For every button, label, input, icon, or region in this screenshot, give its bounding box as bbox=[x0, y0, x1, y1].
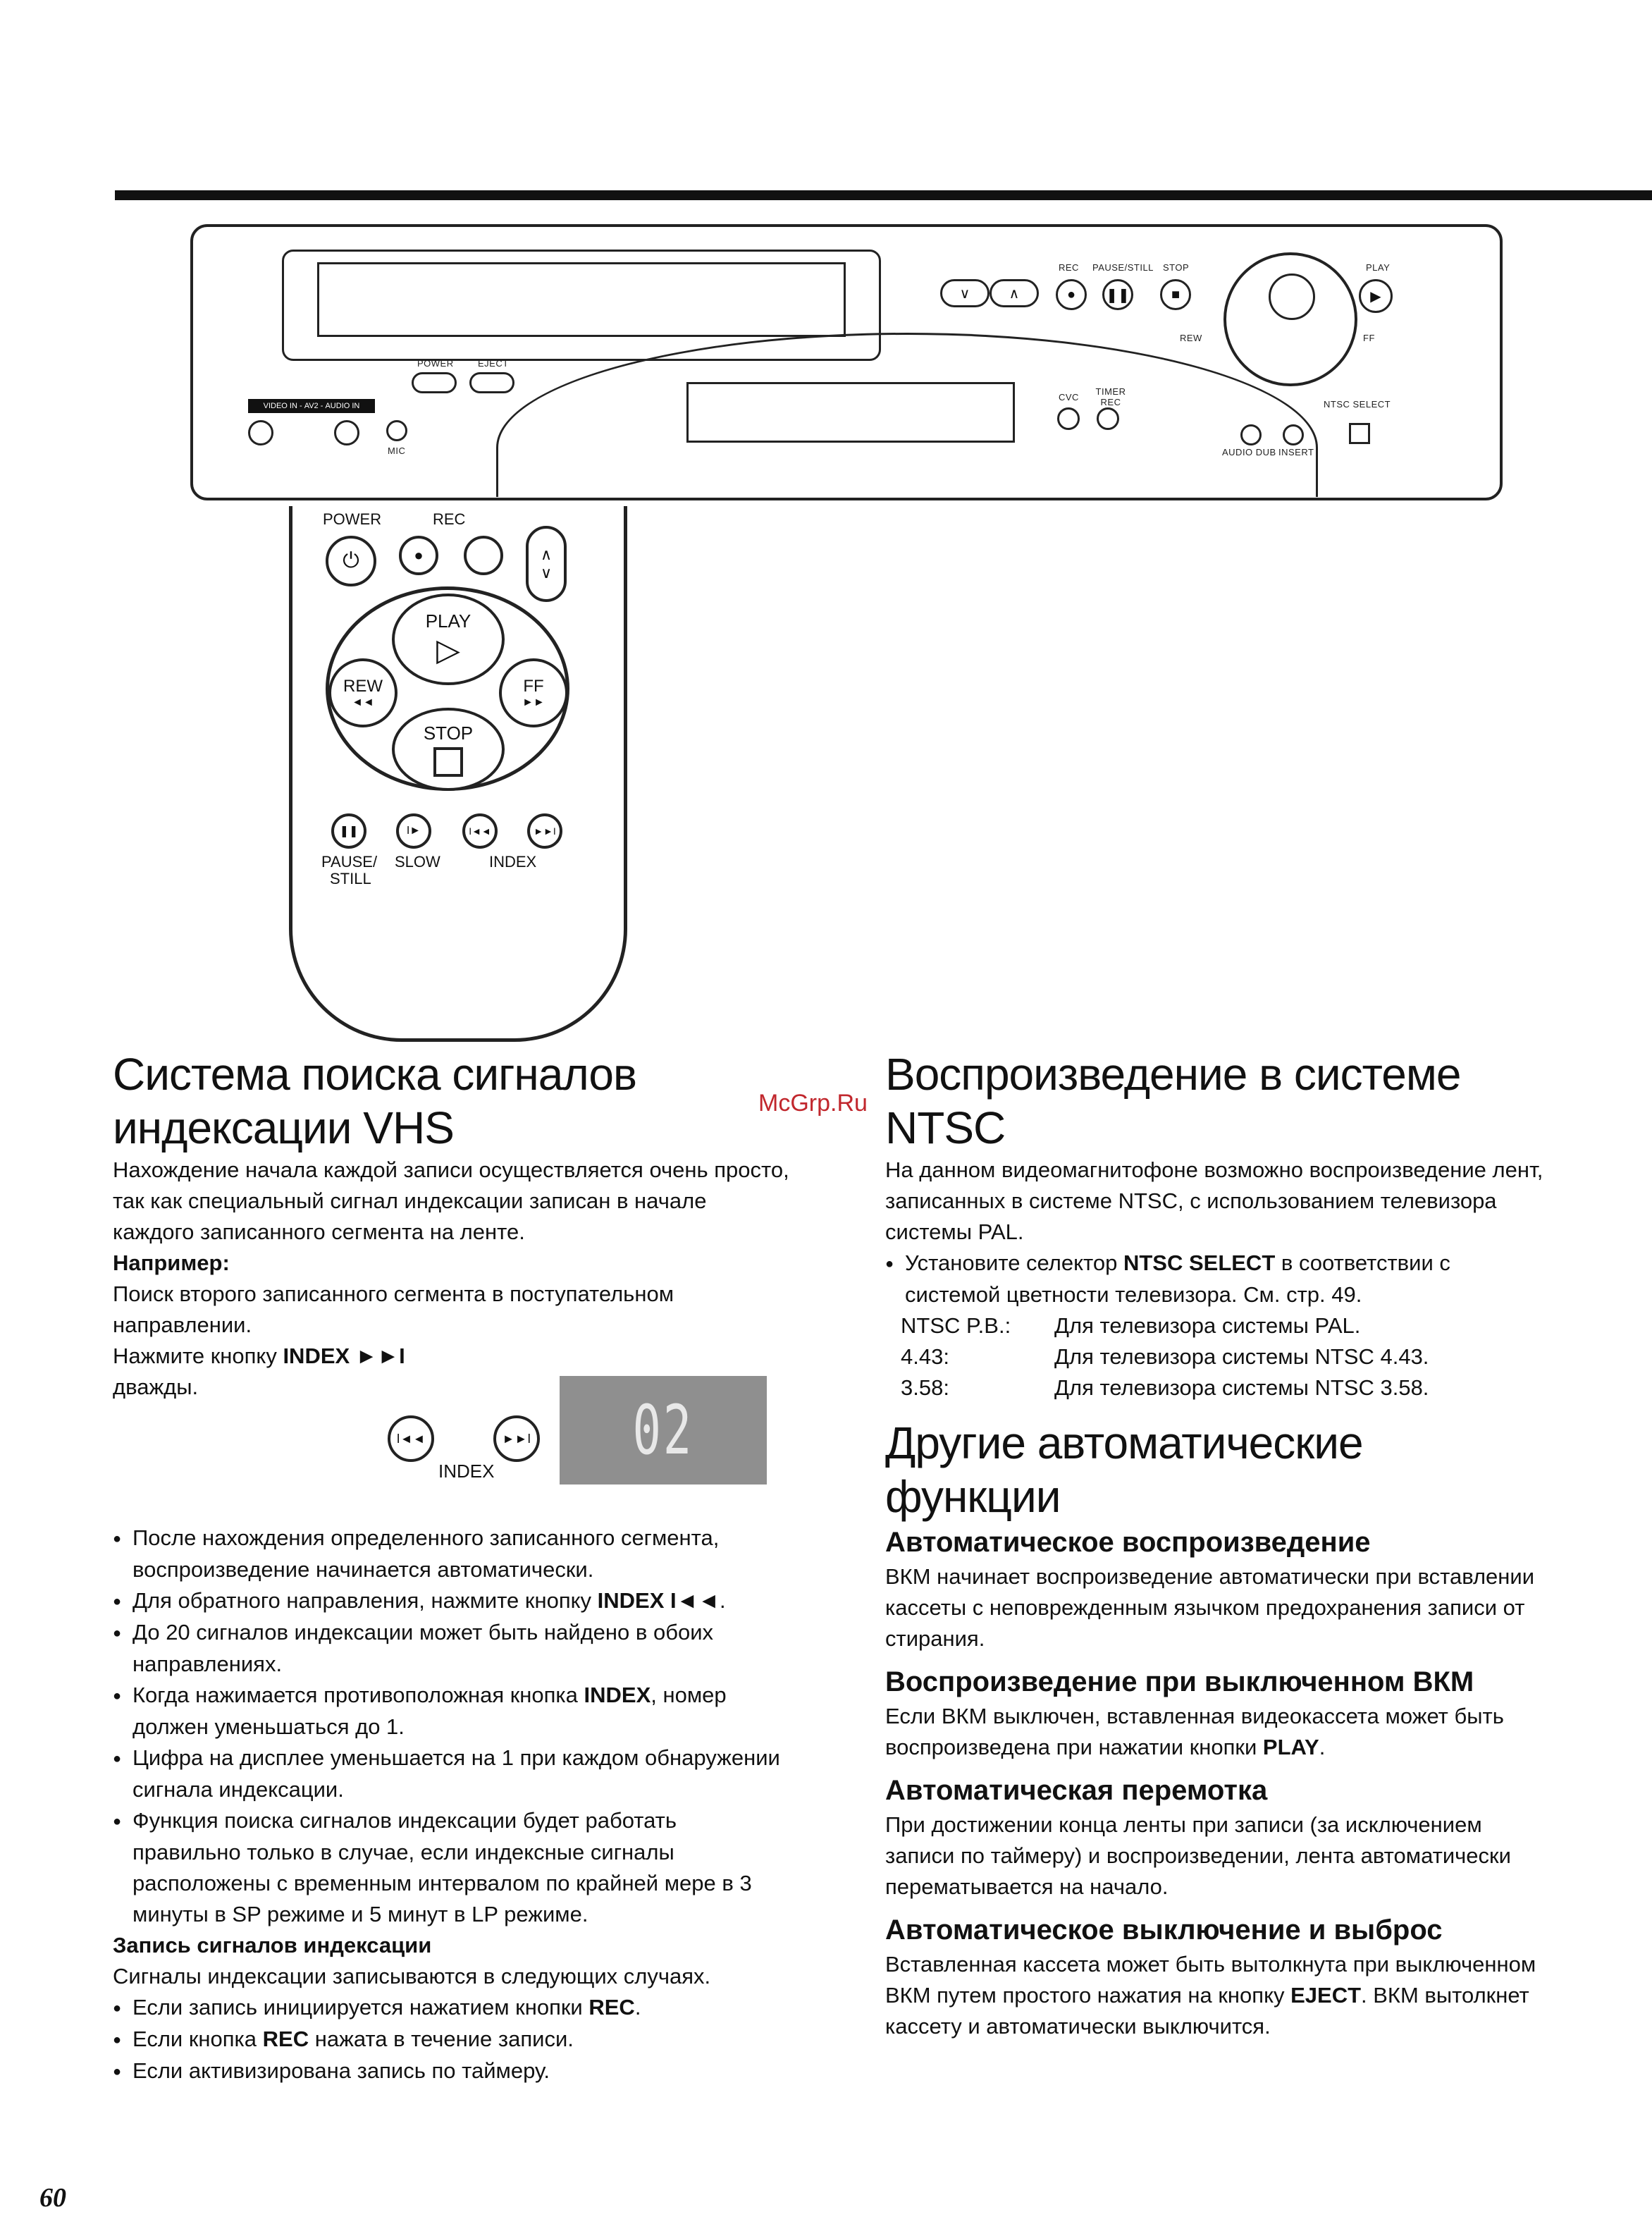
bullet-2-text: Для обратного направления, нажмите кнопку bbox=[132, 1588, 598, 1613]
audio-dub-label: AUDIO DUB bbox=[1222, 447, 1276, 457]
rec-b2-post: нажата в течение записи. bbox=[309, 2027, 574, 2051]
rec-b1-post: . bbox=[634, 1995, 641, 2020]
channel-down-button[interactable]: ∨ bbox=[940, 279, 990, 307]
rec-bullet-2 bbox=[113, 2024, 789, 2055]
auto-eject-heading: Автоматическое выключение и выброс bbox=[885, 1914, 1443, 1946]
ff-icon: ►► bbox=[522, 696, 545, 708]
left-column-bullets bbox=[113, 1523, 789, 2087]
remote-rec-label: REC bbox=[433, 510, 466, 528]
vcr-rew-label: REW bbox=[1180, 333, 1202, 343]
audio-in-label: AUDIO IN bbox=[325, 402, 360, 410]
off-play-pre: Если ВКМ выключен, вставленная видеокассета может быть воспроизведена при нажатии кнопки bbox=[885, 1704, 1504, 1759]
rec-bullet-1 bbox=[113, 1992, 789, 2024]
auto-play-text: ВКМ начинает воспроизведение автоматически при вставлении кассеты с неповрежденным язычком предохранения записи от стирания. bbox=[885, 1564, 1535, 1651]
ntsc-row-pb bbox=[885, 1310, 1548, 1341]
index-lcd-value: 02 bbox=[632, 1391, 694, 1470]
ntsc-bullet-bold: NTSC SELECT bbox=[1123, 1250, 1276, 1275]
other-title-line-1: Другие автоматические bbox=[885, 1418, 1363, 1468]
auto-eject-text bbox=[885, 1949, 1548, 2042]
video-in-jack bbox=[248, 420, 273, 445]
index-lcd-display bbox=[560, 1376, 767, 1485]
vcr-rec-button[interactable]: ● bbox=[1056, 279, 1087, 310]
bullet-4-after: , номер должен уменьшаться до 1. bbox=[132, 1683, 727, 1739]
stop-icon bbox=[433, 747, 463, 777]
ntsc-row-pb-key: NTSC P.B.: bbox=[901, 1313, 1011, 1338]
other-title-line-2: функции bbox=[885, 1471, 1061, 1522]
ntsc-row-443-key: 4.43: bbox=[901, 1344, 949, 1369]
vcr-rec-label: REC bbox=[1059, 262, 1079, 273]
vcr-cvc-label: CVC bbox=[1059, 392, 1079, 402]
left-column bbox=[113, 1047, 789, 1403]
watermark: McGrp.Ru bbox=[758, 1090, 868, 1117]
vcr-timer-rec-button[interactable] bbox=[1097, 407, 1119, 430]
rec-b2-pre: Если кнопка bbox=[132, 2027, 263, 2051]
bullet-2 bbox=[113, 1585, 789, 1617]
remote-ff-label: FF bbox=[523, 677, 544, 696]
vcr-pause-label: PAUSE/STILL bbox=[1092, 262, 1154, 273]
vcr-play-label: PLAY bbox=[1366, 262, 1391, 273]
remote-channel-rocker[interactable]: ∧ ∨ bbox=[526, 526, 567, 602]
auto-rewind-heading: Автоматическая перемотка bbox=[885, 1775, 1268, 1806]
remote-rew-button[interactable] bbox=[328, 658, 397, 727]
channel-up-button[interactable]: ∧ bbox=[990, 279, 1039, 307]
jog-dial-center[interactable] bbox=[1269, 273, 1315, 320]
index-next-illustration: ►►I bbox=[493, 1415, 540, 1462]
bullet-4-text: Когда нажимается противоположная кнопка bbox=[132, 1683, 584, 1707]
vcr-play-button[interactable]: ▶ bbox=[1359, 279, 1393, 313]
vcr-power-label: POWER bbox=[417, 358, 454, 369]
index-title-line-2: индексации VHS bbox=[113, 1102, 454, 1153]
press-pre: Нажмите кнопку bbox=[113, 1344, 283, 1368]
vcr-stop-button[interactable]: ■ bbox=[1160, 279, 1191, 310]
off-play-heading: Воспроизведение при выключенном ВКМ bbox=[885, 1666, 1474, 1697]
index-prev-illustration: I◄◄ bbox=[388, 1415, 434, 1462]
remote-rec-button[interactable]: ● bbox=[399, 536, 438, 575]
audio-in-jack bbox=[334, 420, 359, 445]
vcr-display bbox=[686, 382, 1015, 443]
vcr-front-panel bbox=[190, 224, 1503, 500]
off-play-post: . bbox=[1319, 1735, 1326, 1759]
mic-label: MIC bbox=[388, 445, 406, 456]
insert-button[interactable] bbox=[1283, 424, 1304, 445]
remote-pause-label: PAUSE/ bbox=[321, 853, 378, 871]
vcr-power-button[interactable] bbox=[412, 372, 457, 393]
remote-slow-button[interactable]: I► bbox=[396, 813, 431, 849]
rew-icon: ◄◄ bbox=[352, 696, 374, 708]
bullet-1: ● После нахождения определенного записанного сегмента, воспроизведение начинается автоматически. bbox=[113, 1523, 789, 1585]
remote-stop-button[interactable] bbox=[392, 708, 505, 791]
top-rule bbox=[115, 190, 1652, 200]
rec-b1-bold: REC bbox=[588, 1995, 635, 2020]
ntsc-select-label: NTSC SELECT bbox=[1324, 399, 1391, 410]
index-title-line-1: Система поиска сигналов bbox=[113, 1049, 636, 1100]
vcr-eject-button[interactable] bbox=[469, 372, 514, 393]
remote-index-label: INDEX bbox=[489, 853, 537, 871]
video-in-label: VIDEO IN bbox=[263, 402, 297, 410]
index-intro: Нахождение начала каждой записи осуществляется очень просто, так как специальный сигнал индексации записан в начале каждого записанного сегмента на ленте. bbox=[113, 1157, 789, 1244]
ntsc-intro: На данном видеомагнитофоне возможно воспроизведение лент, записанных в системе NTSC, с использованием телевизора системы PAL. bbox=[885, 1157, 1543, 1244]
ntsc-row-pb-value: Для телевизора системы PAL. bbox=[1054, 1313, 1361, 1338]
bullet-2-bold: INDEX I◄◄ bbox=[597, 1588, 720, 1613]
bullet-3: ● До 20 сигналов индексации может быть найдено в обоих направлениях. bbox=[113, 1617, 789, 1680]
eject-pre: Вставленная кассета может быть вытолкнута при выключенном ВКМ путем простого нажатия на кнопку bbox=[885, 1952, 1536, 2008]
remote-stop-label: STOP bbox=[423, 722, 474, 744]
mic-jack bbox=[386, 420, 407, 441]
ntsc-title bbox=[885, 1047, 1548, 1155]
remote-still-label: STILL bbox=[330, 870, 371, 887]
vcr-eject-label: EJECT bbox=[478, 358, 509, 369]
rec-b1-pre: Если запись инициируется нажатием кнопки bbox=[132, 1995, 589, 2020]
other-functions-title bbox=[885, 1416, 1548, 1523]
remote-index-next-button[interactable]: ►►I bbox=[527, 813, 562, 849]
remote-slow-label: SLOW bbox=[395, 853, 440, 871]
play-icon: ▷ bbox=[436, 633, 460, 668]
right-column bbox=[885, 1047, 1548, 2042]
remote-play-label: PLAY bbox=[425, 610, 471, 632]
remote-power-button[interactable]: ⏻ bbox=[326, 536, 376, 586]
vcr-ff-label: FF bbox=[1363, 333, 1375, 343]
ntsc-select-bullet bbox=[885, 1248, 1548, 1310]
eject-bold: EJECT bbox=[1290, 1983, 1362, 2008]
insert-label: INSERT bbox=[1278, 447, 1314, 457]
cassette-slot bbox=[317, 262, 846, 337]
index-illustration-label: INDEX bbox=[438, 1461, 495, 1482]
rec-index-intro: Сигналы индексации записываются в следующих случаях. bbox=[113, 1964, 711, 1989]
press-index-bold: INDEX ►►I bbox=[283, 1344, 405, 1368]
remote-ff-button[interactable] bbox=[499, 658, 568, 727]
remote-power-label: POWER bbox=[323, 510, 382, 528]
bullet-4-bold: INDEX bbox=[584, 1683, 651, 1707]
vcr-pause-button[interactable]: ❚❚ bbox=[1102, 279, 1133, 310]
ntsc-row-443 bbox=[885, 1341, 1548, 1372]
av2-label: AV2 bbox=[304, 402, 319, 410]
rec-b2-bold: REC bbox=[262, 2027, 309, 2051]
ntsc-select-switch[interactable] bbox=[1349, 423, 1370, 444]
bullet-6: ● Функция поиска сигналов индексации будет работать правильно только в случае, если индексные сигналы расположены с временным интервалом по крайней мере в 3 минуты в SP режиме и 5 минут в LP режиме. bbox=[113, 1805, 789, 1930]
vcr-stop-label: STOP bbox=[1163, 262, 1190, 273]
ntsc-row-358-value: Для телевизора системы NTSC 3.58. bbox=[1054, 1375, 1429, 1400]
ntsc-row-443-value: Для телевизора системы NTSC 4.43. bbox=[1054, 1344, 1429, 1369]
bullet-2-after: . bbox=[720, 1588, 726, 1613]
bullet-4 bbox=[113, 1680, 789, 1742]
remote-play-button[interactable] bbox=[392, 594, 505, 685]
example-text: Поиск второго записанного сегмента в поступательном направлении. bbox=[113, 1281, 674, 1337]
vcr-cvc-button[interactable] bbox=[1057, 407, 1080, 430]
press-post: дважды. bbox=[113, 1375, 199, 1399]
auto-rewind-text: При достижении конца ленты при записи (за исключением записи по таймеру) и воспроизведении, лента автоматически перематывается на начало. bbox=[885, 1812, 1511, 1899]
eject-post: . ВКМ вытолкнет кассету и автоматически выключится. bbox=[885, 1983, 1529, 2039]
auto-play-heading: Автоматическое воспроизведение bbox=[885, 1527, 1371, 1558]
remote-rew-label: REW bbox=[343, 677, 383, 696]
front-jacks-label: VIDEO IN - AV2 - AUDIO IN bbox=[248, 399, 375, 413]
audio-dub-button[interactable] bbox=[1240, 424, 1262, 445]
off-play-text bbox=[885, 1701, 1548, 1763]
ntsc-bullet-pre: Установите селектор bbox=[905, 1250, 1123, 1275]
index-search-title bbox=[113, 1047, 789, 1155]
remote-index-prev-button[interactable]: I◄◄ bbox=[462, 813, 498, 849]
vcr-timer-rec-label: TIMER REC bbox=[1095, 386, 1126, 407]
bullet-5: ● Цифра на дисплее уменьшается на 1 при каждом обнаружении сигнала индексации. bbox=[113, 1742, 789, 1805]
ntsc-row-358-key: 3.58: bbox=[901, 1375, 949, 1400]
page-number: 60 bbox=[39, 2183, 66, 2213]
off-play-bold: PLAY bbox=[1262, 1735, 1319, 1759]
ntsc-title-line-1: Воспроизведение в системе bbox=[885, 1049, 1461, 1100]
ntsc-title-line-2: NTSC bbox=[885, 1102, 1006, 1153]
ntsc-bullet-post: в соответствии с системой цветности телевизора. См. стр. 49. bbox=[905, 1250, 1450, 1307]
remote-rec-aux-button[interactable] bbox=[464, 536, 503, 575]
ntsc-row-358 bbox=[885, 1372, 1548, 1403]
rec-index-heading: Запись сигналов индексации bbox=[113, 1933, 432, 1957]
remote-pause-button[interactable]: ❚❚ bbox=[331, 813, 366, 849]
example-label: Например: bbox=[113, 1250, 230, 1275]
rec-bullet-3: ● Если активизирована запись по таймеру. bbox=[113, 2055, 789, 2087]
